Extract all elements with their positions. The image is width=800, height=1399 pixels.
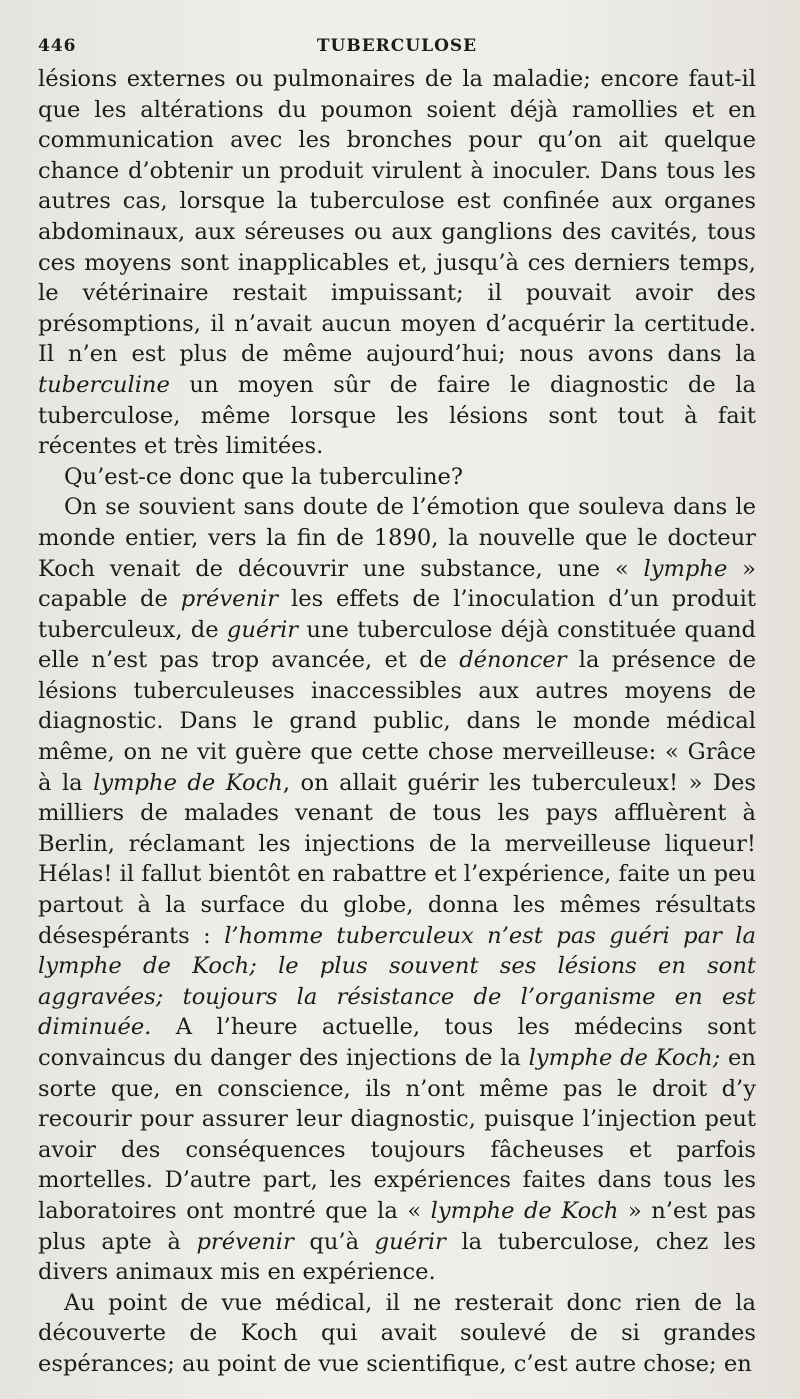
paragraph-1 bbox=[38, 64, 756, 462]
text-run: Au point de vue médical, il ne resterait donc rien de la découverte de Koch qui avait soulevé de si grandes espérances; au point de vue scientifique, c’est autre chose; en bbox=[38, 1289, 756, 1377]
text-run: les effets de l’inoculation d’un produit tuberculeux, de bbox=[38, 586, 756, 643]
text-run: la tuberculose, chez les divers animaux mis en expérience. bbox=[38, 1228, 756, 1286]
italic-run: tuberculine bbox=[38, 371, 170, 398]
text-run: qu’à bbox=[293, 1228, 375, 1255]
text-run: , on allait guérir les tuberculeux! » Des milliers de malades venant de tous les pays affluèrent à Berlin, réclamant les injections de la merveilleuse liqueur! Hélas! il fallut bientôt en rabattre et l’expérience, faite un peu partout à la surface du globe, donna les mêmes résultats désespérants : bbox=[38, 769, 757, 949]
text-run: » capable de bbox=[38, 555, 756, 613]
running-title: TUBERCULOSE bbox=[316, 36, 478, 56]
page-number: 446 bbox=[38, 36, 77, 56]
text-run: un moyen sûr de faire le diagnostic de la tuberculose, même lorsque les lésions sont tout à fait récentes et très limitées. bbox=[38, 371, 756, 460]
text-run: » n’est pas plus apte à bbox=[38, 1197, 757, 1255]
italic-run: lymphe de Koch; bbox=[528, 1045, 721, 1071]
italic-run: lymphe de Koch bbox=[93, 769, 283, 796]
paragraph-3 bbox=[38, 492, 756, 1287]
body-text bbox=[38, 64, 756, 1380]
italic-run: lymphe de Koch bbox=[430, 1197, 619, 1224]
italic-run: guérir bbox=[374, 1228, 446, 1255]
italic-run: dénoncer bbox=[459, 647, 567, 674]
italic-run: lymphe bbox=[643, 555, 728, 582]
italic-run: prévenir bbox=[180, 586, 279, 613]
paragraph-4 bbox=[38, 1288, 756, 1380]
text-run: A l’heure actuelle, tous les médecins sont convaincus du danger des injections de la bbox=[38, 1014, 756, 1071]
text-run: lésions externes ou pulmonaires de la maladie; encore faut-il que les altérations du poumon soient déjà ramollies et en communication avec les bronches pour qu’on ait quelque chance d’obtenir un produit virulent à inoculer. Dans tous les autres cas, lorsque la tuberculose est confinée aux organes abdominaux, aux séreuses ou aux ganglions des cavités, tous ces moyens sont inapplicables et, jusqu’à ces derniers temps, le vétérinaire restait impuissant; il pouvait avoir des présomptions, il n’avait aucun moyen d’acquérir la certitude. Il n’en est plus de même aujourd’hui; nous avons dans la bbox=[38, 66, 756, 368]
running-head bbox=[38, 30, 756, 60]
paragraph-2 bbox=[38, 462, 756, 493]
italic-run: l’homme tuberculeux n’est pas guéri par la lymphe de Koch; le plus souvent ses lésions en sont aggravées; toujours la résistance de l’organisme en est diminuée. bbox=[38, 922, 756, 1041]
text-run: Qu’est-ce donc que la tuberculine? bbox=[64, 463, 463, 490]
text-run: en sorte que, en conscience, ils n’ont même pas le droit d’y recourir pour assurer leur diagnostic, puisque l’injection peut avoir des conséquences toujours fâcheuses et parfois mortelles. D’autre part, les expériences faites dans tous les laboratoires ont montré que la « bbox=[38, 1045, 756, 1224]
italic-run: guérir bbox=[226, 616, 299, 643]
text-run: On se souvient sans doute de l’émotion que souleva dans le monde entier, vers la fin de 1890, la nouvelle que le docteur Koch venait de découvrir une substance, une « bbox=[38, 494, 756, 582]
text-run: une tuberculose déjà constituée quand elle n’est pas trop avancée, et de bbox=[38, 616, 756, 674]
text-run: la présence de lésions tuberculeuses inaccessibles aux autres moyens de diagnostic. Dans le grand public, dans le monde médical même, on ne vit guère que cette chose merveilleuse: « Grâce à la bbox=[38, 647, 756, 796]
italic-run: prévenir bbox=[196, 1228, 294, 1255]
